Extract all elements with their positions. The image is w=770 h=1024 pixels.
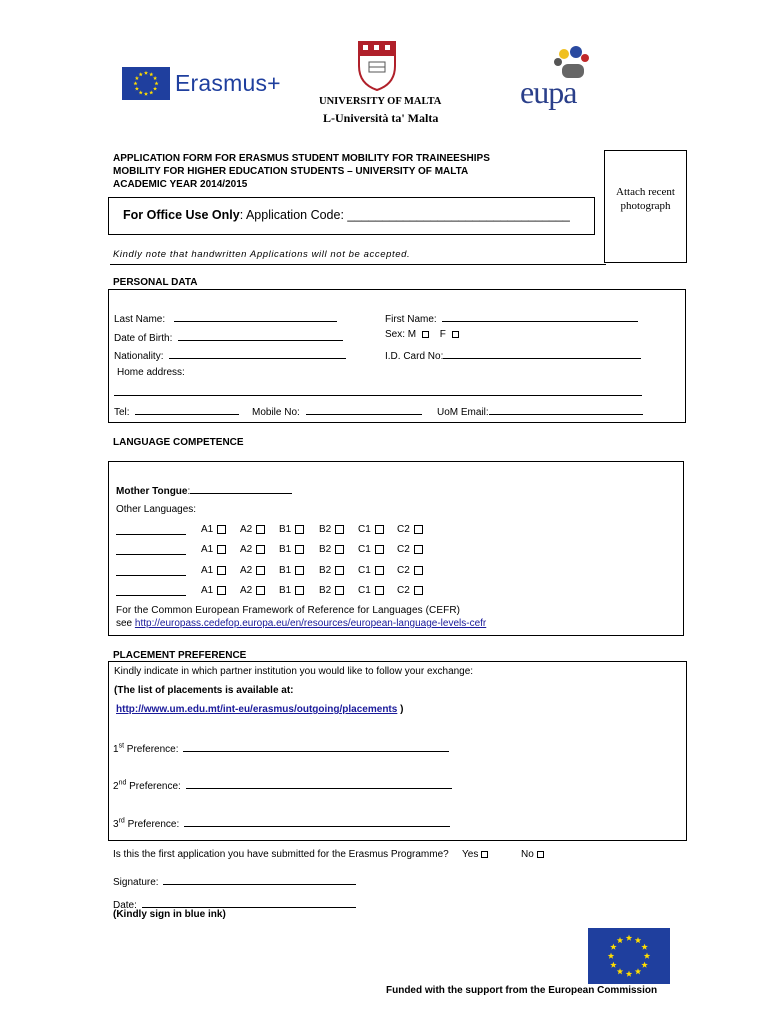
- level-label: B2: [319, 585, 332, 596]
- level-option[interactable]: [397, 565, 423, 576]
- nationality-label: Nationality:: [114, 351, 164, 362]
- photo-box-line2: photograph: [620, 200, 671, 212]
- nationality-field[interactable]: [169, 348, 346, 359]
- level-label: A1: [201, 544, 214, 555]
- personal-data-heading: PERSONAL DATA: [113, 277, 198, 288]
- level-label: B2: [319, 544, 332, 555]
- level-checkbox[interactable]: [375, 566, 384, 575]
- level-option[interactable]: [358, 585, 384, 596]
- university-logo: [315, 40, 445, 130]
- sign-blue-ink-note: (Kindly sign in blue ink): [113, 909, 226, 920]
- level-option[interactable]: [201, 524, 226, 535]
- level-checkbox[interactable]: [256, 545, 265, 554]
- sex-label: Sex: M: [385, 329, 417, 340]
- level-option[interactable]: [397, 544, 423, 555]
- office-use-box: [108, 197, 595, 235]
- cefr-note: For the Common European Framework of Reference for Languages (CEFR): [116, 605, 461, 616]
- pref1-suffix: st: [118, 742, 125, 750]
- form-title-line2: MOBILITY FOR HIGHER EDUCATION STUDENTS – UNIVERSITY OF MALTA: [113, 166, 469, 177]
- level-option[interactable]: [240, 544, 265, 555]
- erasmus-logo: [122, 67, 282, 103]
- personal-data-box: [108, 289, 686, 423]
- photo-box-line1: Attach recent: [616, 186, 675, 198]
- level-checkbox[interactable]: [295, 545, 304, 554]
- last-name-field[interactable]: [174, 311, 337, 322]
- mobile-label: Mobile No:: [252, 407, 300, 418]
- level-checkbox[interactable]: [375, 545, 384, 554]
- office-use-label: For Office Use Only: [123, 208, 240, 222]
- handwritten-notice: Kindly note that handwritten Applications will not be accepted.: [113, 249, 411, 260]
- level-option[interactable]: [397, 524, 423, 535]
- sex-female-checkbox[interactable]: [452, 331, 459, 338]
- level-label: C2: [397, 544, 410, 555]
- eupa-logo: [520, 44, 605, 114]
- home-address-label: Home address:: [117, 367, 185, 378]
- pref2-suffix: nd: [118, 779, 127, 787]
- other-language-field[interactable]: [116, 544, 186, 555]
- placement-instruction: Kindly indicate in which partner institution you would like to follow your exchange:: [114, 666, 474, 677]
- other-languages-label: Other Languages:: [116, 504, 197, 515]
- level-label: C1: [358, 544, 371, 555]
- photo-box[interactable]: [604, 150, 687, 263]
- placement-list-note: (The list of placements is available at:: [114, 685, 294, 696]
- date-field[interactable]: [142, 897, 356, 908]
- signature-label: Signature:: [113, 877, 159, 888]
- level-checkbox[interactable]: [335, 566, 344, 575]
- id-card-label: I.D. Card No:: [385, 351, 444, 362]
- date-of-birth-field[interactable]: [178, 330, 343, 341]
- pref2-number: 2: [113, 781, 119, 792]
- level-label: A1: [201, 585, 214, 596]
- pref2-label: Preference:: [126, 781, 181, 792]
- level-option[interactable]: [397, 585, 423, 596]
- placement-box: [108, 661, 687, 841]
- first-name-label: First Name:: [385, 314, 437, 325]
- level-label: A1: [201, 524, 214, 535]
- application-code-field[interactable]: : Application Code: ________________________________: [239, 208, 570, 222]
- university-maltese-name: L-Università ta' Malta: [323, 111, 439, 125]
- level-checkbox[interactable]: [256, 586, 265, 595]
- other-language-field[interactable]: [116, 585, 186, 596]
- level-checkbox[interactable]: [414, 566, 423, 575]
- mobile-field[interactable]: [306, 404, 422, 415]
- level-checkbox[interactable]: [295, 525, 304, 534]
- university-name: UNIVERSITY OF MALTA: [319, 96, 442, 107]
- id-card-field[interactable]: [443, 348, 641, 359]
- level-option[interactable]: [358, 544, 384, 555]
- level-checkbox[interactable]: [256, 525, 265, 534]
- placement-heading: PLACEMENT PREFERENCE: [113, 650, 247, 661]
- pref3-number: 3: [113, 819, 119, 830]
- level-label: A2: [240, 524, 253, 535]
- notice-divider: [110, 264, 606, 265]
- level-option[interactable]: [319, 585, 344, 596]
- level-option[interactable]: [358, 565, 384, 576]
- pref1-number: 1: [113, 744, 119, 755]
- placements-link-close: ): [397, 704, 404, 715]
- pref3-label: Preference:: [124, 819, 180, 830]
- eupa-wordmark: eupa: [520, 74, 577, 110]
- first-application-yes-checkbox[interactable]: [481, 851, 488, 858]
- first-application-no-checkbox[interactable]: [537, 851, 544, 858]
- level-checkbox[interactable]: [217, 566, 226, 575]
- first-application-yes-label: Yes: [462, 849, 479, 860]
- level-option[interactable]: [201, 565, 226, 576]
- level-option[interactable]: [240, 585, 265, 596]
- level-checkbox[interactable]: [375, 525, 384, 534]
- level-checkbox[interactable]: [414, 545, 423, 554]
- level-option[interactable]: [201, 544, 226, 555]
- uom-email-field[interactable]: [489, 404, 643, 415]
- level-label: C2: [397, 524, 410, 535]
- level-label: C2: [397, 565, 410, 576]
- level-checkbox[interactable]: [217, 525, 226, 534]
- mother-tongue-label: Mother Tongue: [116, 486, 188, 497]
- level-option[interactable]: [279, 524, 304, 535]
- first-application-no-label: No: [521, 849, 534, 860]
- level-label: B1: [279, 524, 292, 535]
- level-checkbox[interactable]: [414, 586, 423, 595]
- level-option[interactable]: [319, 544, 344, 555]
- level-checkbox[interactable]: [335, 525, 344, 534]
- date-label: Date:: [113, 900, 137, 911]
- pref2-field[interactable]: [186, 778, 452, 789]
- level-option[interactable]: [201, 585, 226, 596]
- level-option[interactable]: [279, 565, 304, 576]
- level-checkbox[interactable]: [295, 586, 304, 595]
- pref3-suffix: rd: [118, 817, 125, 825]
- level-label: B1: [279, 544, 292, 555]
- date-of-birth-label: Date of Birth:: [114, 333, 173, 344]
- level-option[interactable]: [319, 524, 344, 535]
- level-label: B1: [279, 565, 292, 576]
- mother-tongue-field[interactable]: [190, 483, 292, 494]
- cefr-see-label: see: [116, 618, 135, 629]
- level-option[interactable]: [279, 544, 304, 555]
- other-language-field[interactable]: [116, 565, 186, 576]
- level-label: B2: [319, 565, 332, 576]
- level-checkbox[interactable]: [256, 566, 265, 575]
- signature-field[interactable]: [163, 874, 356, 885]
- level-label: A2: [240, 585, 253, 596]
- tel-field[interactable]: [135, 404, 239, 415]
- eu-flag-footer-icon: [588, 928, 670, 984]
- first-name-field[interactable]: [442, 311, 638, 322]
- level-checkbox[interactable]: [414, 525, 423, 534]
- uom-email-label: UoM Email:: [437, 407, 489, 418]
- form-title-line3: ACADEMIC YEAR 2014/2015: [113, 179, 248, 190]
- other-language-field[interactable]: [116, 524, 186, 535]
- last-name-label: Last Name:: [114, 314, 166, 325]
- pref3-field[interactable]: [184, 816, 450, 827]
- language-box: [108, 461, 684, 636]
- level-label: C1: [358, 565, 371, 576]
- pref1-field[interactable]: [183, 741, 449, 752]
- level-option[interactable]: [240, 565, 265, 576]
- level-checkbox[interactable]: [375, 586, 384, 595]
- level-option[interactable]: [240, 524, 265, 535]
- first-application-question: Is this the first application you have submitted for the Erasmus Programme?: [113, 849, 449, 860]
- sex-male-checkbox[interactable]: [422, 331, 429, 338]
- level-label: A1: [201, 565, 214, 576]
- funded-by-commission: Funded with the support from the European Commission: [386, 985, 658, 996]
- mother-tongue-colon: :: [187, 486, 191, 497]
- eu-flag-icon: [122, 67, 170, 100]
- level-checkbox[interactable]: [335, 586, 344, 595]
- tel-label: Tel:: [114, 407, 130, 418]
- cefr-link[interactable]: http://europass.cedefop.europa.eu/en/resources/european-language-levels-cefr: [134, 618, 487, 629]
- erasmus-wordmark: Erasmus+: [175, 70, 281, 96]
- level-label: C1: [358, 524, 371, 535]
- level-checkbox[interactable]: [217, 545, 226, 554]
- level-label: A2: [240, 565, 253, 576]
- form-title-line1: APPLICATION FORM FOR ERASMUS STUDENT MOBILITY FOR TRAINEESHIPS: [113, 153, 490, 164]
- level-label: C1: [358, 585, 371, 596]
- level-checkbox[interactable]: [335, 545, 344, 554]
- level-label: A2: [240, 544, 253, 555]
- level-checkbox[interactable]: [217, 586, 226, 595]
- level-option[interactable]: [358, 524, 384, 535]
- level-option[interactable]: [279, 585, 304, 596]
- pref1-label: Preference:: [124, 744, 179, 755]
- home-address-field[interactable]: [114, 385, 642, 396]
- language-heading: LANGUAGE COMPETENCE: [113, 437, 244, 448]
- sex-female-label: F: [439, 329, 446, 340]
- level-option[interactable]: [319, 565, 344, 576]
- level-label: C2: [397, 585, 410, 596]
- placements-link[interactable]: http://www.um.edu.mt/int-eu/erasmus/outgoing/placements: [116, 704, 398, 715]
- malta-crest-icon: [357, 40, 397, 92]
- level-label: B2: [319, 524, 332, 535]
- level-checkbox[interactable]: [295, 566, 304, 575]
- level-label: B1: [279, 585, 292, 596]
